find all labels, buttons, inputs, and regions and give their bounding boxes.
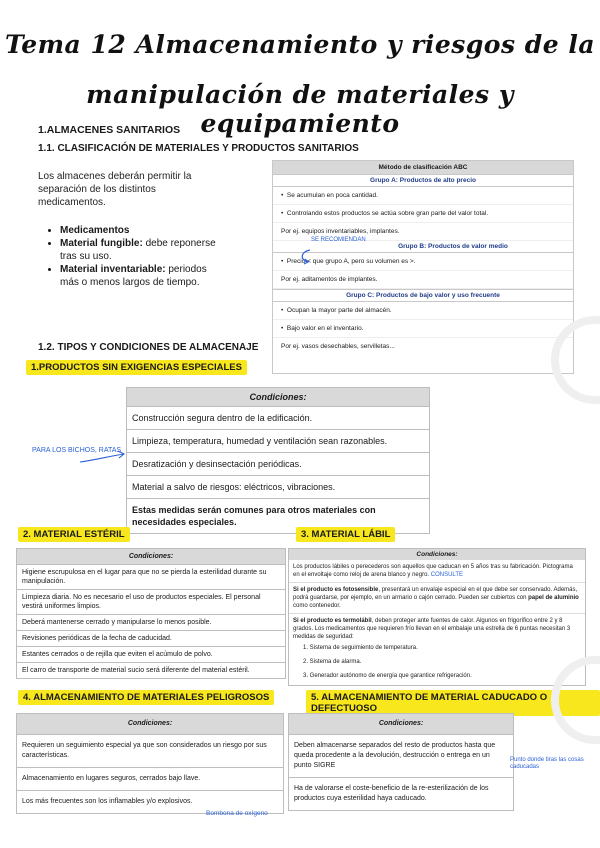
label-materiales-peligrosos: 4. ALMACENAMIENTO DE MATERIALES PELIGROSOS <box>18 690 274 705</box>
table-header: Condiciones: <box>17 714 284 735</box>
abc-item: • Ocupan la mayor parte del almacén. <box>273 302 573 320</box>
list-item: • Material fungible: debe reponerse tras su uso. <box>60 237 220 263</box>
table-header: Condiciones: <box>17 549 286 565</box>
section-heading-almacenes: 1.ALMACENES SANITARIOS <box>38 124 181 136</box>
group-a-heading: Grupo A: Productos de alto precio <box>273 174 573 187</box>
abc-item: Por ej. equipos inventariables, implantes. SE RECOMIENDAN <box>273 223 573 241</box>
table-row: Los productos lábiles o perecederos son aquellos que caducan en 5 años tras su fabricación. Pictograma en el envoltaje como reloj de arena blanco y negro. CONSULTE <box>289 560 585 583</box>
page-title-line1: Tema 12 Almacenamiento y riesgos de la <box>4 30 596 59</box>
abc-item: Por ej. vasos desechables, servilletas... <box>281 343 395 350</box>
table-row: Los más frecuentes son los inflamables y/o explosivos. <box>17 791 284 814</box>
table-header: Condiciones: <box>289 549 585 560</box>
table-row: Requieren un seguimiento especial ya que son considerados un riesgo por sus características. <box>17 735 284 768</box>
abc-item: • Precio < que grupo A, pero su volumen es >. <box>273 253 573 271</box>
table-row: Limpieza diaria. No es necesario el uso de productos especiales. El personal vestirá uniformes limpios. <box>17 590 286 615</box>
page-title-line2: manipulación de materiales y equipamiento <box>86 80 514 138</box>
list-item: 1. Sistema de seguimiento de temperatura. <box>303 645 418 651</box>
material-list <box>46 224 220 289</box>
table-row: Si el producto es fotosensible, presentará un envalaje especial en el que debe ser conservado. Además, podrá guardarse, por ejemplo, en un armario o cajón cerrado. Pueden ser cubiertos con papel de aluminio como contenedor. <box>289 583 585 614</box>
handwritten-note-recomiendan: SE RECOMIENDAN <box>311 237 366 243</box>
intro-paragraph: Los almacenes deberán permitir la separación de los distintos medicamentos. <box>38 171 192 208</box>
table-row: El carro de transporte de material sucio será diferente del material estéril. <box>17 663 286 679</box>
label-productos-sin-exigencias: 1.PRODUCTOS SIN EXIGENCIAS ESPECIALES <box>26 360 247 375</box>
table-row: Si el producto es termolábil, deben proteger ante fuentes de calor. Algunos en frigorífico entre 2 y 8 grados. Los medicamentos que requieren frío llevan en el embalaje una estrella de 6 puntas necesitan 3 medidas de seguridad: 1. Sistema de seguimiento de temperatura. 2. Sistema de alarma. 3. Generador autónomo de energía que garantice refrigeración. <box>289 614 585 685</box>
subsection-heading-clasificacion: 1.1. CLASIFICACIÓN DE MATERIALES Y PRODUCTOS SANITARIOS <box>38 143 359 154</box>
list-item: • Material inventariable: periodos más o menos largos de tiempo. <box>60 263 220 289</box>
subsection-heading-tipos: 1.2. TIPOS Y CONDICIONES DE ALMACENAJE <box>38 342 259 353</box>
conditions-table-caducado <box>288 713 514 811</box>
label-material-esteril: 2. MATERIAL ESTÉRIL <box>18 527 130 542</box>
table-row: Almacenamiento en lugares seguros, cerrados bajo llave. <box>17 768 284 791</box>
table-row: Higiene escrupulosa en el lugar para que no se pierda la esterilidad durante su manipulación. <box>17 565 286 590</box>
abc-item: • Se acumulan en poca cantidad. <box>273 187 573 205</box>
table-row: Deberá mantenerse cerrado y manipularse lo menos posible. <box>17 615 286 631</box>
handwritten-arrow-icon <box>296 248 318 266</box>
abc-item: • Bajo valor en el inventario. <box>273 320 573 338</box>
table-header: Condiciones: <box>127 388 430 407</box>
handwritten-arrow-icon <box>78 448 128 468</box>
table-row: Construcción segura dentro de la edificación. <box>127 407 430 430</box>
table-row: Ha de valorarse el coste-beneficio de la re-esterilización de los productos cuya esterilidad haya caducado. <box>289 778 514 811</box>
abc-item: • Controlando estos productos se actúa sobre gran parte del valor total. <box>273 205 573 223</box>
table-row: Estas medidas serán comunes para otros materiales con necesidades especiales. <box>127 499 430 534</box>
group-b-heading: Grupo B: Productos de valor medio <box>273 241 573 253</box>
label-material-caducado: 5. ALMACENAMIENTO DE MATERIAL CADUCADO O DEFECTUOSO <box>306 690 600 716</box>
abc-title: Método de clasificación ABC <box>273 161 573 174</box>
abc-classification-box <box>272 160 574 374</box>
abc-item: Por ej. aditamentos de implantes. <box>273 271 573 289</box>
handwritten-note-sigre: Punto donde tiras las cosas caducadas <box>510 757 584 770</box>
table-row: Revisiones periódicas de la fecha de caducidad. <box>17 631 286 647</box>
table-row: Deben almacenarse separados del resto de productos hasta que queda procedente a la devolución, destrucción o entrega en un punto SIGRE <box>289 735 514 778</box>
handwritten-note-oxigeno: Bombona de oxígeno <box>206 810 268 817</box>
list-item: 3. Generador autónomo de energía que garantice refrigeración. <box>303 673 472 679</box>
watermark-decoration-icon <box>540 300 600 420</box>
conditions-table-peligrosos <box>16 713 284 814</box>
table-row: Estantes cerrados o de rejilla que eviten el acúmulo de polvo. <box>17 647 286 663</box>
watermark-decoration-icon <box>540 640 600 760</box>
table-row: Desratización y desinsectación periódicas. <box>127 453 430 476</box>
table-row: Material a salvo de riesgos: eléctricos, vibraciones. <box>127 476 430 499</box>
list-item: • Medicamentos <box>60 224 220 237</box>
list-item: 2. Sistema de alarma. <box>303 659 362 665</box>
table-row: Limpieza, temperatura, humedad y ventilación sean razonables. <box>127 430 430 453</box>
group-c-heading: Grupo C: Productos de bajo valor y uso frecuente <box>273 289 573 302</box>
conditions-table-sin-exigencias <box>126 387 430 534</box>
label-material-labil: 3. MATERIAL LÁBIL <box>296 527 395 542</box>
conditions-table-esteril <box>16 548 286 679</box>
handwritten-note-bichos: PARA LOS BICHOS, RATAS <box>32 447 122 454</box>
table-header: Condiciones: <box>289 714 514 735</box>
